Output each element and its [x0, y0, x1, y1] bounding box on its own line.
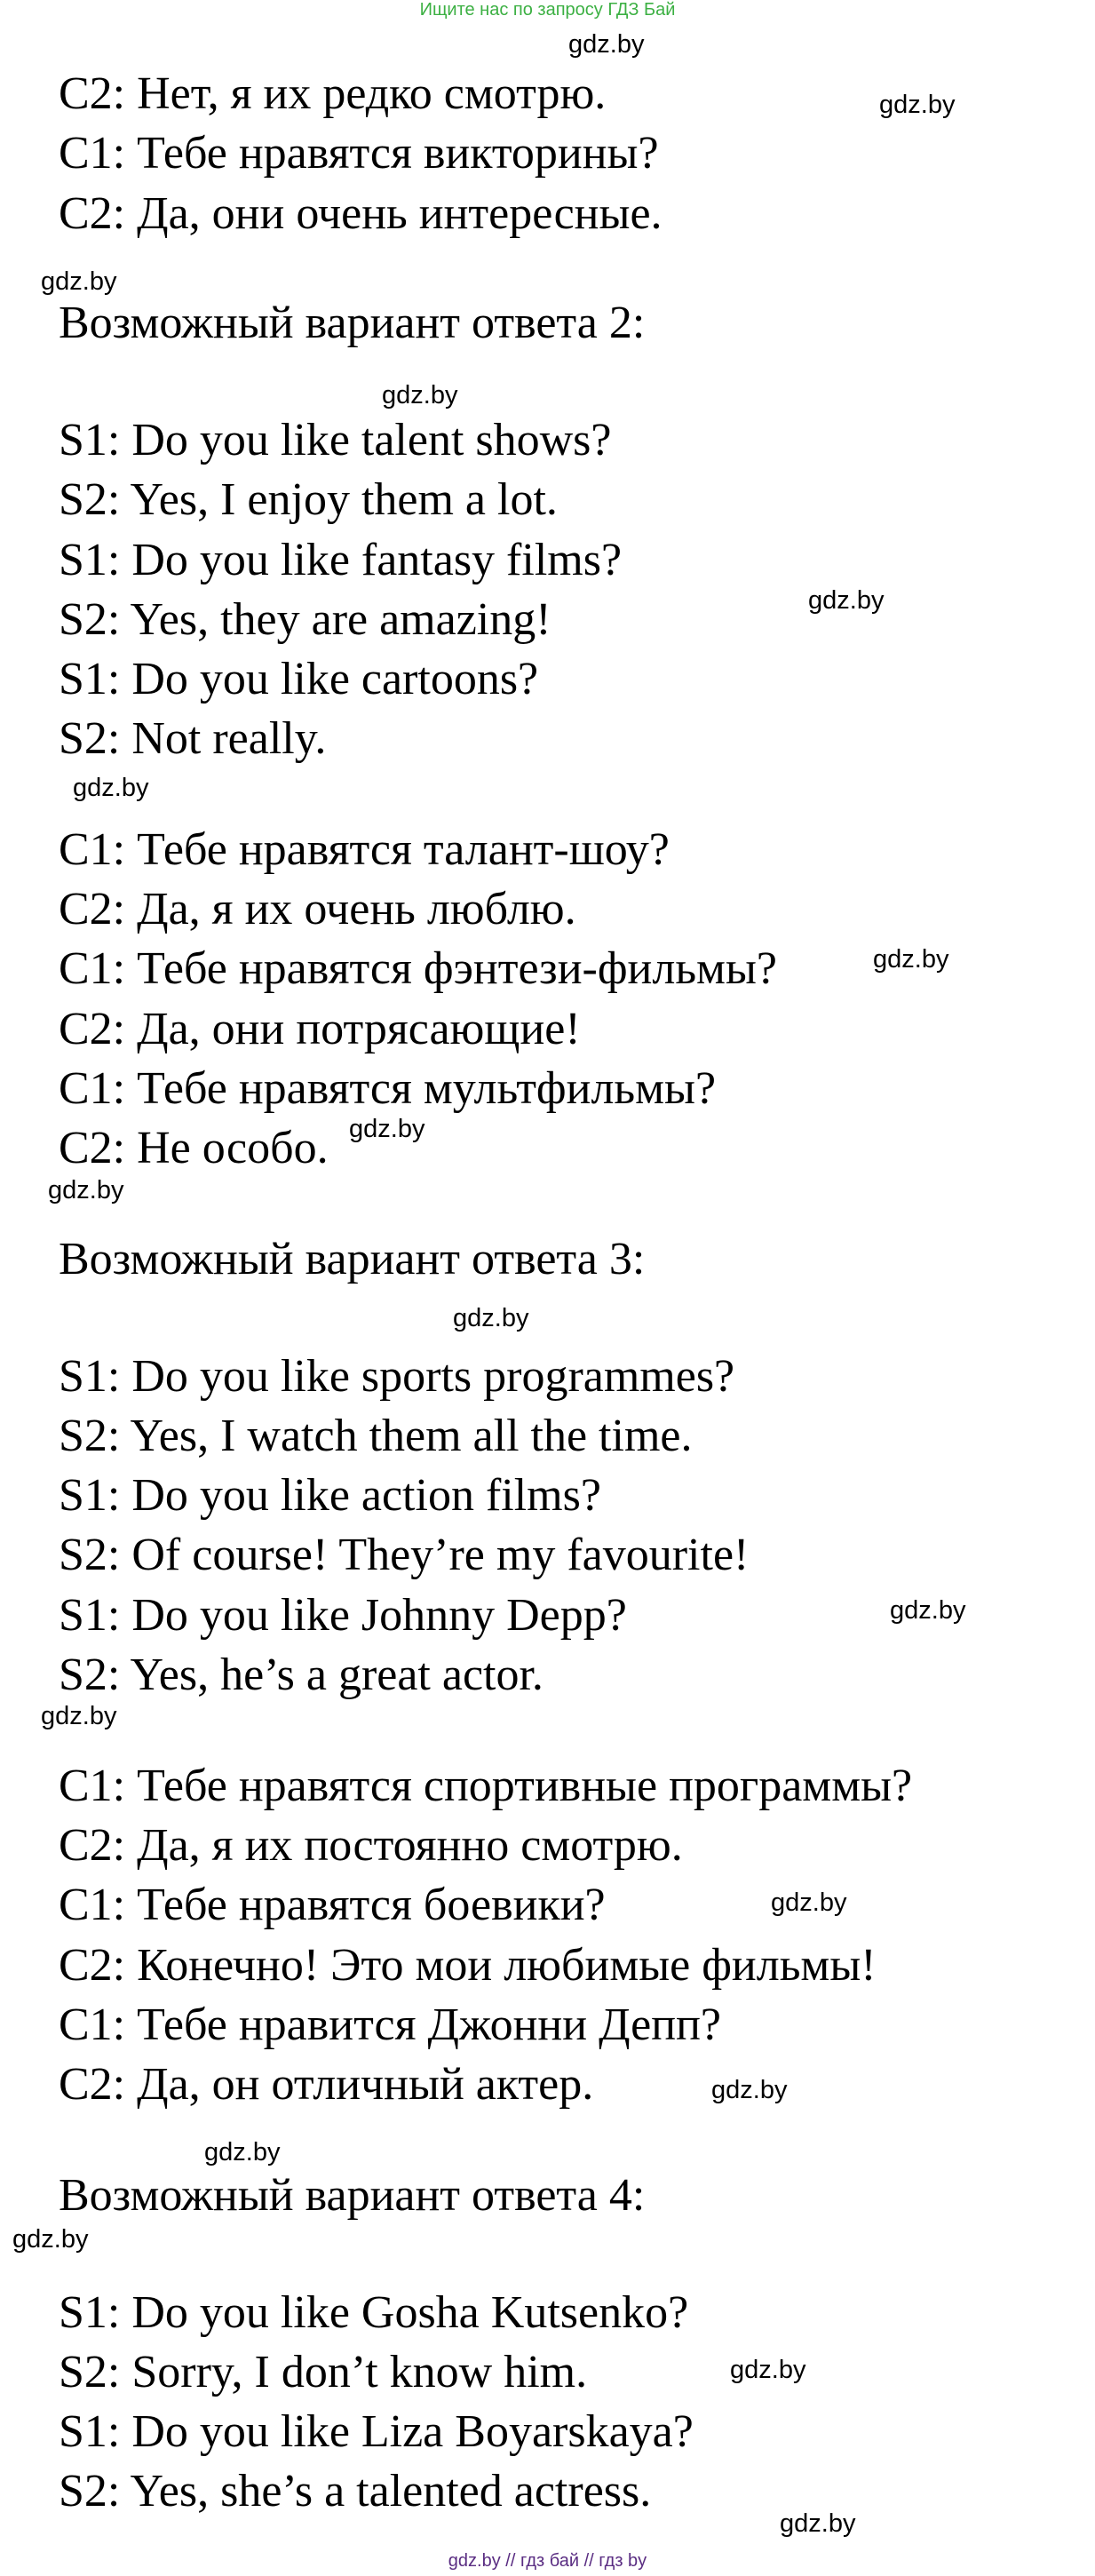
watermark: gdz.by: [730, 2356, 806, 2384]
dialogue-line: S1: Do you like Johnny Depp?: [59, 1590, 627, 1641]
dialogue-line: С2: Конечно! Это мои любимые фильмы!: [59, 1940, 877, 1991]
watermark: gdz.by: [771, 1888, 847, 1917]
watermark: gdz.by: [873, 945, 949, 974]
dialogue-line: С1: Тебе нравятся боевики?: [59, 1880, 606, 1930]
dialogue-line: S2: Yes, I enjoy them a lot.: [59, 474, 558, 525]
watermark: gdz.by: [453, 1304, 529, 1332]
dialogue-line: S1: Do you like cartoons?: [59, 654, 539, 704]
dialogue-line: S1: Do you like talent shows?: [59, 415, 612, 465]
dialogue-line: S2: Yes, she’s a talented actress.: [59, 2466, 652, 2516]
dialogue-line: С1: Тебе нравятся талант-шоу?: [59, 824, 670, 875]
dialogue-line: S2: Of course! They’re my favourite!: [59, 1530, 750, 1580]
watermark: gdz.by: [879, 91, 956, 119]
top-banner[interactable]: Ищите нас по запросу ГДЗ Бай: [419, 0, 676, 20]
dialogue-line: S1: Do you like sports programmes?: [59, 1351, 735, 1402]
dialogue-line: С2: Да, я их очень люблю.: [59, 884, 576, 934]
watermark: gdz.by: [73, 774, 149, 802]
dialogue-line: S2: Sorry, I don’t know him.: [59, 2347, 588, 2397]
dialogue-line: С1: Тебе нравятся мультфильмы?: [59, 1063, 717, 1114]
footer-links[interactable]: gdz.by // гдз бай // гдз by: [448, 2551, 647, 2571]
dialogue-line: С2: Да, я их постоянно смотрю.: [59, 1820, 683, 1871]
dialogue-line: S2: Yes, they are amazing!: [59, 594, 551, 645]
dialogue-line: С2: Не особо.: [59, 1123, 329, 1173]
dialogue-line: S2: Yes, he’s a great actor.: [59, 1650, 544, 1700]
dialogue-line: S1: Do you like fantasy films?: [59, 535, 623, 585]
dialogue-line: S1: Do you like action films?: [59, 1470, 601, 1521]
section-heading: Возможный вариант ответа 4:: [59, 2170, 646, 2221]
watermark: gdz.by: [780, 2509, 856, 2538]
watermark: gdz.by: [808, 586, 885, 615]
dialogue-line: С1: Тебе нравятся фэнтези-фильмы?: [59, 943, 777, 994]
dialogue-line: S1: Do you like Gosha Kutsenko?: [59, 2287, 689, 2338]
dialogue-line: S1: Do you like Liza Boyarskaya?: [59, 2406, 694, 2457]
watermark: gdz.by: [204, 2138, 281, 2167]
dialogue-line: С1: Тебе нравится Джонни Депп?: [59, 2000, 722, 2050]
section-heading: Возможный вариант ответа 2:: [59, 298, 646, 348]
watermark: gdz.by: [711, 2076, 788, 2104]
watermark: gdz.by: [41, 267, 117, 296]
watermark: gdz.by: [41, 1702, 117, 1730]
dialogue-line: С2: Да, он отличный актер.: [59, 2059, 594, 2110]
dialogue-line: S2: Yes, I watch them all the time.: [59, 1411, 693, 1461]
dialogue-line: С1: Тебе нравятся спортивные программы?: [59, 1761, 913, 1811]
watermark: gdz.by: [890, 1596, 966, 1625]
section-heading: Возможный вариант ответа 3:: [59, 1234, 646, 1284]
dialogue-line: S2: Not really.: [59, 713, 327, 764]
watermark: gdz.by: [48, 1176, 124, 1205]
dialogue-line: С2: Нет, я их редко смотрю.: [59, 68, 607, 119]
dialogue-line: С2: Да, они очень интересные.: [59, 188, 663, 239]
watermark: gdz.by: [349, 1115, 425, 1143]
watermark: gdz.by: [12, 2225, 89, 2254]
watermark: gdz.by: [568, 30, 645, 59]
dialogue-line: С1: Тебе нравятся викторины?: [59, 128, 659, 179]
watermark: gdz.by: [382, 381, 458, 409]
dialogue-line: С2: Да, они потрясающие!: [59, 1004, 581, 1054]
